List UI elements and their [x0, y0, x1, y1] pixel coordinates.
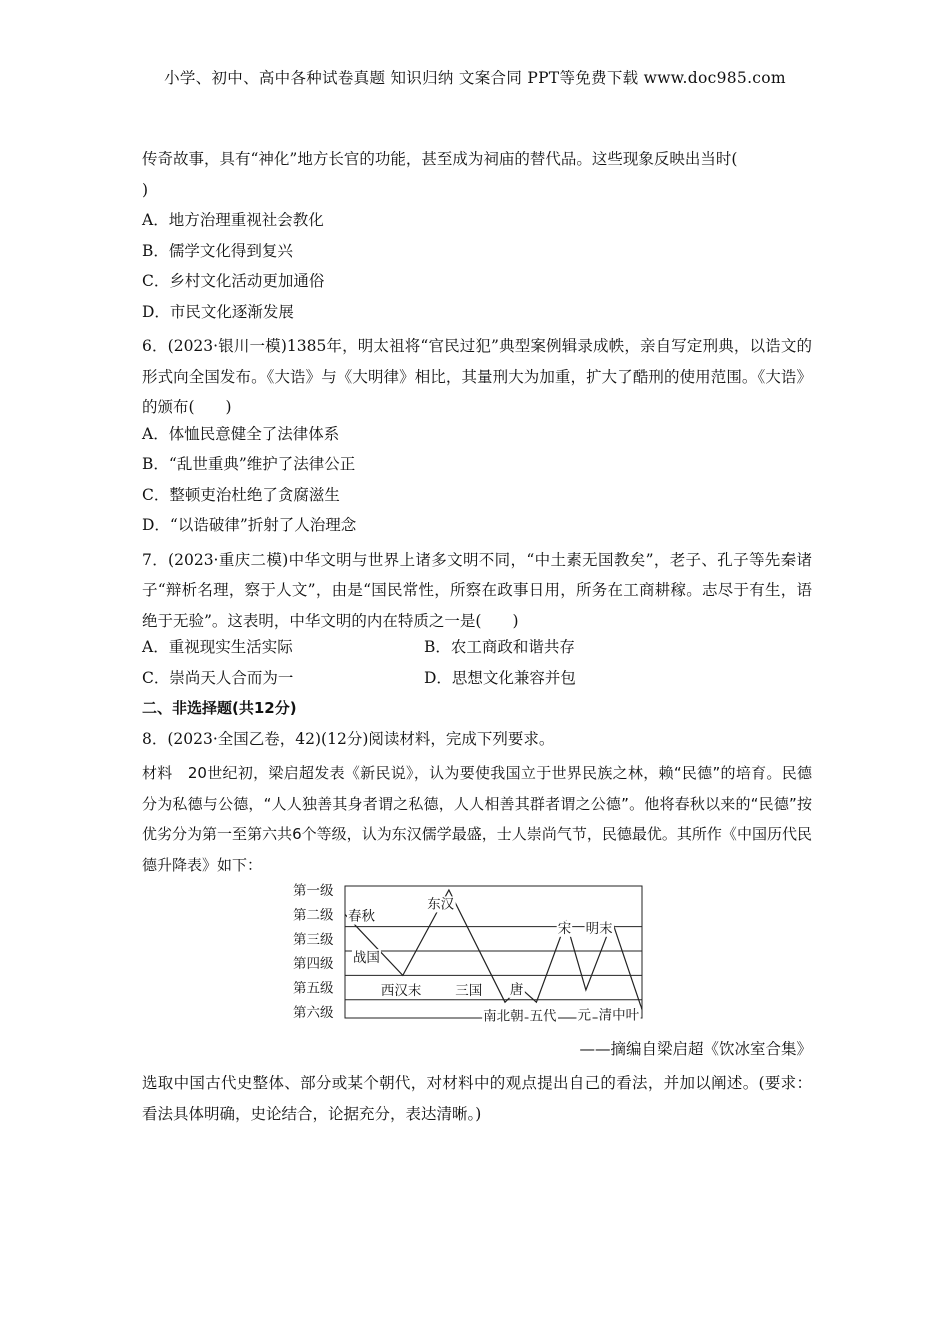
q6-option-b: B．“乱世重典”维护了法律公正: [142, 455, 356, 473]
section-heading: 二、非选择题(共12分): [142, 699, 297, 717]
dynasty-label: 三国: [455, 983, 483, 1000]
q5-stem-end: ): [142, 180, 149, 199]
y-tick-label: 第一级: [293, 883, 334, 899]
q5-option-c: C．乡村文化活动更加通俗: [142, 272, 325, 290]
q6-option-c: C．整顿吏治杜绝了贪腐滋生: [142, 485, 340, 504]
q5-stem: 传奇故事，具有“神化”地方长官的功能，甚至成为祠庙的替代品。这些现象反映出当时(: [142, 150, 738, 168]
q7-option-c: C．崇尚天人合而为一: [142, 668, 294, 687]
dynasty-label: 春秋: [348, 908, 375, 925]
q5-option-b: B．儒学文化得到复兴: [142, 241, 293, 260]
q5-option-a: A．地方治理重视社会教化: [142, 211, 324, 229]
q7-options-row1: [142, 636, 812, 659]
q6-option-d: D．“以诰破律”折射了人治理念: [142, 516, 357, 534]
q5-option-d: D．市民文化逐渐发展: [142, 302, 294, 321]
page-header: 小学、初中、高中各种试卷真题 知识归纳 文案合同 PPT等免费下载 www.doc985.com: [164, 69, 786, 87]
dynasty-label: 五代: [529, 1008, 557, 1025]
y-tick-label: 第六级: [293, 1005, 334, 1021]
q7-stem: 7．(2023·重庆二模)中华文明与世界上诸多文明不同，“中土素无国教矣”，老子、孔子等先秦诸子“辩析名理，察于人文”，由是“国民常性，所察在政事日用，所务在工商耕稼。志尽于有生，语绝于无验”。这表明，中华文明的内在特质之一是( ): [142, 550, 812, 630]
q6-option-a: A．体恤民意健全了法律体系: [142, 424, 340, 443]
q8-stem: 8．(2023·全国乙卷，42)(12分)阅读材料，完成下列要求。: [142, 729, 555, 748]
dynasty-label: 东汉: [427, 896, 455, 913]
dynasty-label: 战国: [352, 950, 380, 967]
dynasty-label: 西汉末: [380, 983, 422, 1000]
morality-chart-svg: [292, 882, 652, 1032]
dynasty-label: 南北朝: [483, 1008, 524, 1025]
dynasty-label: 元: [577, 1007, 591, 1024]
q8-material: 材料 20世纪初，梁启超发表《新民说》，认为要使我国立于世界民族之林，赖“民德”的培育。民德分为私德与公德，“人人独善其身者谓之私德，人人相善其群者谓之公德”。他将春秋以来的“民德”按优劣分为第一至第六共6个等级，认为东汉儒学最盛，士人崇尚气节，民德最优。其所作《中国历代民德升降表》如下：: [142, 764, 812, 874]
y-tick-label: 第四级: [293, 956, 334, 973]
q6-stem: 6．(2023·银川一模)1385年，明太祖将“官民过犯”典型案例辑录成帙，亲自写定刑典，以诰文的形式向全国发布。《大诰》与《大明律》相比，其量刑大为加重，扩大了酷刑的使用范围。《大诰》的颁布( ): [142, 337, 812, 416]
q7-options-row2: [142, 667, 812, 690]
dynasty-label: 明末: [585, 920, 613, 937]
y-tick-label: 第二级: [293, 907, 334, 924]
dynasty-label: 唐: [509, 981, 524, 998]
morality-chart: [142, 882, 812, 1032]
q7-option-b: B．农工商政和谐共存: [424, 638, 575, 656]
y-tick-label: 第五级: [293, 980, 334, 997]
q8-requirement: 选取中国古代史整体、部分或某个朝代，对材料中的观点提出自己的看法，并加以阐述。(要求：看法具体明确，史论结合，论据充分，表达清晰。): [142, 1074, 812, 1123]
q8-source: ——摘编自梁启超《饮冰室合集》: [579, 1040, 812, 1058]
q7-option-a: A．重视现实生活实际: [142, 638, 293, 656]
y-tick-label: 第三级: [293, 931, 334, 948]
dynasty-label: 宋: [557, 920, 572, 937]
document-body: [142, 148, 812, 1129]
q7-option-d: D．思想文化兼容并包: [424, 668, 576, 687]
dynasty-label: 清中叶: [598, 1007, 640, 1024]
